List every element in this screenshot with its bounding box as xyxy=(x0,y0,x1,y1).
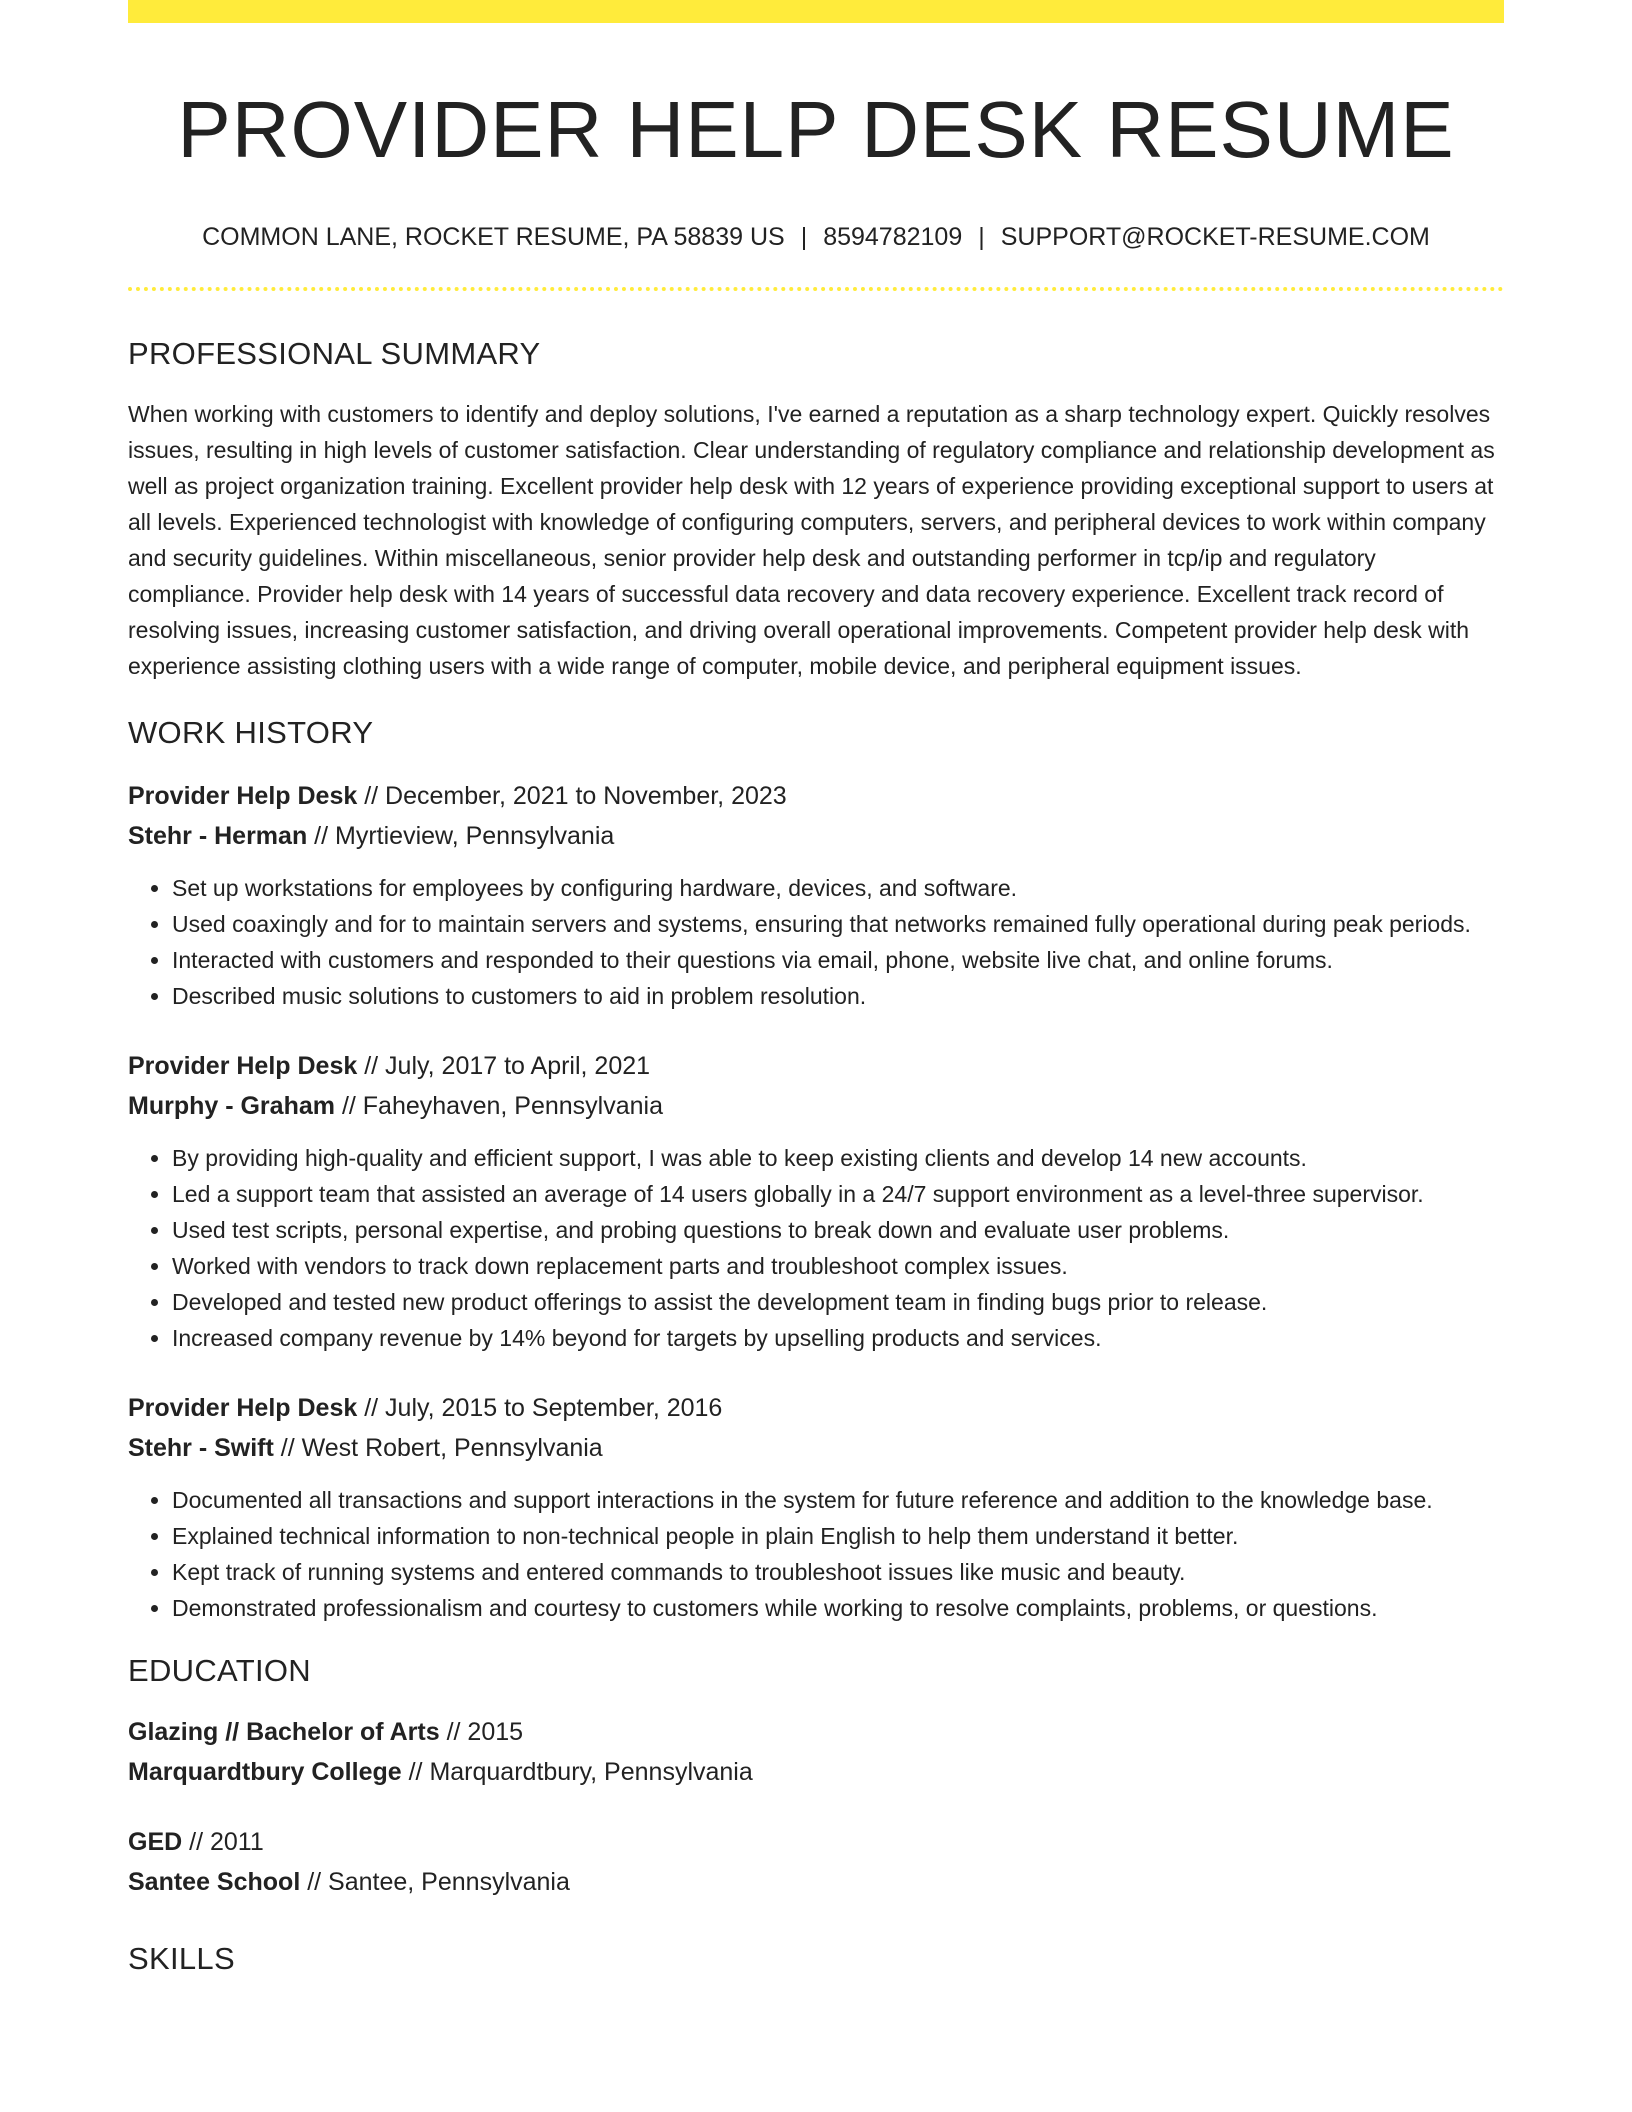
job-company-line xyxy=(128,1086,1504,1126)
spacer xyxy=(128,1792,1504,1822)
education-year: // 2011 xyxy=(189,1828,264,1856)
education-degree: Glazing // Bachelor of Arts xyxy=(128,1718,440,1746)
job-company: Stehr - Herman xyxy=(128,822,308,850)
contact-phone: 8594782109 xyxy=(823,223,963,251)
job-dates: // July, 2015 to September, 2016 xyxy=(364,1394,723,1422)
spacer xyxy=(128,1356,1504,1388)
job-bullets xyxy=(128,1482,1504,1626)
summary-heading: PROFESSIONAL SUMMARY xyxy=(128,336,541,371)
job-bullet: • Worked with vendors to track down replacement parts and troubleshoot complex issues. xyxy=(172,1248,1504,1284)
education-school-line xyxy=(128,1752,1504,1792)
job-bullet: • Interacted with customers and responded to their questions via email, phone, website live chat, and online forums. xyxy=(172,942,1504,978)
job-bullet: • Documented all transactions and support interactions in the system for future reference and addition to the knowledge base. xyxy=(172,1482,1504,1518)
spacer xyxy=(128,1014,1504,1046)
education-school: Santee School xyxy=(128,1868,301,1896)
job-dates: // December, 2021 to November, 2023 xyxy=(364,782,787,810)
job-dates: // July, 2017 to April, 2021 xyxy=(364,1052,651,1080)
education-entry xyxy=(128,1822,1504,1902)
job-bullets xyxy=(128,1140,1504,1356)
job-title: Provider Help Desk xyxy=(128,1394,358,1422)
resume-content xyxy=(128,0,1504,1978)
job-title-line xyxy=(128,1046,1504,1086)
job-title: Provider Help Desk xyxy=(128,782,358,810)
contact-email: SUPPORT@ROCKET-RESUME.COM xyxy=(1000,223,1430,251)
job-title-line xyxy=(128,776,1504,816)
job-location: // Faheyhaven, Pennsylvania xyxy=(341,1092,663,1120)
job-entry xyxy=(128,1046,1504,1356)
job-bullet: • Demonstrated professionalism and courtesy to customers while working to resolve complaints, problems, or questions. xyxy=(172,1590,1504,1626)
education-degree-line xyxy=(128,1712,1504,1752)
education-school: Marquardtbury College xyxy=(128,1758,402,1786)
education-entry xyxy=(128,1712,1504,1792)
job-bullet: • Used test scripts, personal expertise, and probing questions to break down and evaluate user problems. xyxy=(172,1212,1504,1248)
job-title-line xyxy=(128,1388,1504,1428)
education-location: // Marquardtbury, Pennsylvania xyxy=(408,1758,753,1786)
job-bullet: • Developed and tested new product offerings to assist the development team in finding bugs prior to release. xyxy=(172,1284,1504,1320)
contact-address: COMMON LANE, ROCKET RESUME, PA 58839 US xyxy=(202,223,785,251)
education-year: // 2015 xyxy=(446,1718,524,1746)
education-location: // Santee, Pennsylvania xyxy=(307,1868,570,1896)
job-bullet: • Explained technical information to non-technical people in plain English to help them understand it better. xyxy=(172,1518,1504,1554)
education-list xyxy=(128,1712,1504,1902)
job-bullet: • Described music solutions to customers to aid in problem resolution. xyxy=(172,978,1504,1014)
job-entry xyxy=(128,776,1504,1014)
work-history-heading: WORK HISTORY xyxy=(128,715,374,750)
summary-text: When working with customers to identify and deploy solutions, I've earned a reputation as a sharp technology expert. Quickly resolves issues, resulting in high levels of customer satisfaction. Clear understanding of regulatory compliance and relationship development as well as project organization training. Excellent provider help desk with 12 years of experience providing exceptional support to users at all levels. Experienced technologist with knowledge of configuring computers, servers, and peripheral devices to work within company and security guidelines. Within miscellaneous, senior provider help desk and outstanding performer in tcp/ip and regulatory compliance. Provider help desk with 14 years of successful data recovery and data recovery experience. Excellent track record of resolving issues, increasing customer satisfaction, and driving overall operational improvements. Competent provider help desk with experience assisting clothing users with a wide range of computer, mobile device, and peripheral equipment issues. xyxy=(128,401,1495,679)
job-location: // West Robert, Pennsylvania xyxy=(280,1434,603,1462)
work-history-list xyxy=(128,776,1504,1626)
resume-title: PROVIDER HELP DESK RESUME xyxy=(177,85,1455,174)
contact-line xyxy=(128,221,1504,253)
job-bullet: • Used coaxingly and for to maintain servers and systems, ensuring that networks remained fully operational during peak periods. xyxy=(172,906,1504,942)
contact-separator: | xyxy=(800,223,808,251)
dotted-divider xyxy=(128,287,1504,291)
job-bullet: • Led a support team that assisted an average of 14 users globally in a 24/7 support environment as a level-three supervisor. xyxy=(172,1176,1504,1212)
job-title: Provider Help Desk xyxy=(128,1052,358,1080)
education-degree-line xyxy=(128,1822,1504,1862)
job-company: Stehr - Swift xyxy=(128,1434,274,1462)
job-bullets xyxy=(128,870,1504,1014)
education-degree: GED xyxy=(128,1828,183,1856)
skills-heading: SKILLS xyxy=(128,1941,235,1976)
job-bullet: • Kept track of running systems and entered commands to troubleshoot issues like music and beauty. xyxy=(172,1554,1504,1590)
job-company-line xyxy=(128,816,1504,856)
job-bullet: • Increased company revenue by 14% beyond for targets by upselling products and services. xyxy=(172,1320,1504,1356)
job-entry xyxy=(128,1388,1504,1626)
job-bullet: • By providing high-quality and efficient support, I was able to keep existing clients and develop 14 new accounts. xyxy=(172,1140,1504,1176)
job-company: Murphy - Graham xyxy=(128,1092,335,1120)
education-heading: EDUCATION xyxy=(128,1653,311,1688)
job-bullet: • Set up workstations for employees by configuring hardware, devices, and software. xyxy=(172,870,1504,906)
job-location: // Myrtieview, Pennsylvania xyxy=(314,822,615,850)
job-company-line xyxy=(128,1428,1504,1468)
education-school-line xyxy=(128,1862,1504,1902)
contact-separator: | xyxy=(978,223,985,251)
